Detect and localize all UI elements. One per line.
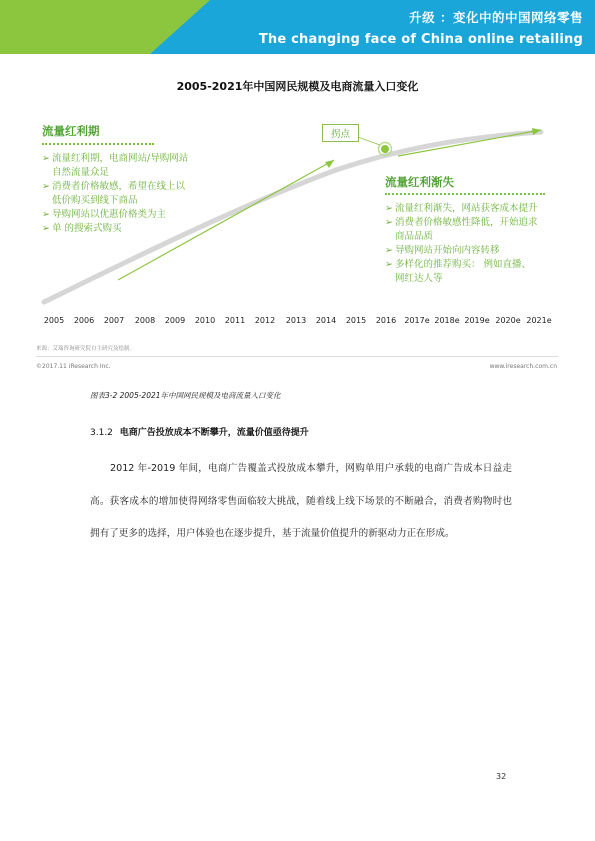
year-label: 2009 xyxy=(164,316,186,325)
year-label: 2017e xyxy=(404,316,430,325)
inflection-point xyxy=(381,145,389,153)
list-item: ➢ 消费者价格敏感，希望在线上以 xyxy=(42,181,186,192)
inflection-label: 拐点 xyxy=(322,124,359,142)
website-link[interactable]: www.iresearch.com.cn xyxy=(489,363,557,370)
year-label: 2011 xyxy=(224,316,246,325)
right-heading-underline xyxy=(385,193,545,195)
header-banner xyxy=(0,0,595,54)
section-number: 3.1.2 xyxy=(90,428,113,438)
list-item: ➢ 流量红利期，电商网站/导购网站 xyxy=(42,153,189,164)
section-heading xyxy=(90,425,309,438)
year-axis xyxy=(36,316,564,328)
list-item: ➢ 导购网站以优惠价格类为主 xyxy=(42,209,167,220)
year-label: 2007 xyxy=(103,316,125,325)
list-item: ➢ 流量红利渐失，网站获客成本提升 xyxy=(385,203,538,214)
figure-footer-divider xyxy=(36,356,558,357)
year-label: 2006 xyxy=(73,316,95,325)
year-label: 2020e xyxy=(495,316,521,325)
figure-title: 2005-2021年中国网民规模及电商流量入口变化 xyxy=(176,80,419,93)
figure-caption: 图表3-2 2005-2021年中国网民规模及电商流量入口变化 xyxy=(90,391,281,400)
left-heading-underline xyxy=(42,143,154,145)
left-section-heading: 流量红利期 xyxy=(42,124,100,138)
year-label: 2015 xyxy=(345,316,367,325)
list-item: 网红达人等 xyxy=(395,273,443,284)
year-label: 2021e xyxy=(526,316,552,325)
source-note: 来源：艾瑞咨询研究院自主研究及绘制。 xyxy=(36,346,136,352)
list-item: 低价购买到线下商品 xyxy=(52,195,138,206)
list-item: 商品品质 xyxy=(395,231,434,242)
body-paragraph: 2012 年-2019 年间，电商广告覆盖式投放成本攀升，网购单用户承载的电商广告成本日益走高。获客成本的增加使得网络零售面临较大挑战，随着线上线下场景的不断融合，消费者购物时也拥有了更多的选择，用户体验也在逐步提升，基于流量价值提升的新驱动力正在形成。 xyxy=(90,463,512,539)
year-label: 2014 xyxy=(315,316,337,325)
right-arrow xyxy=(398,130,541,156)
year-label: 2005 xyxy=(43,316,65,325)
list-item: 自然流量众足 xyxy=(52,167,110,178)
year-label: 2012 xyxy=(254,316,276,325)
header-title-en: The changing face of China online retailing xyxy=(258,32,583,47)
page-number: 32 xyxy=(496,772,507,781)
list-item: ➢ 多样化的推荐购买： 例如直播、 xyxy=(385,259,532,270)
year-label: 2008 xyxy=(134,316,156,325)
left-bullet-list xyxy=(42,152,188,236)
copyright-text: ©2017.11 iResearch Inc. xyxy=(36,363,111,370)
year-label: 2019e xyxy=(464,316,490,325)
year-label: 2018e xyxy=(434,316,460,325)
year-label: 2016 xyxy=(375,316,397,325)
header-title-cn: 升级 ：变化中的中国网络零售 xyxy=(409,10,583,25)
right-section-heading: 流量红利渐失 xyxy=(385,175,454,189)
list-item: ➢ 单 的搜索式购买 xyxy=(42,223,122,234)
list-item: ➢ 导购网站开始向内容转移 xyxy=(385,245,500,256)
section-title: 电商广告投放成本不断攀升，流量价值亟待提升 xyxy=(119,428,309,438)
right-bullet-list xyxy=(385,202,538,286)
year-label: 2013 xyxy=(285,316,307,325)
infographic xyxy=(36,112,564,337)
list-item: ➢ 消费者价格敏感性降低，开始追求 xyxy=(385,217,538,228)
year-label: 2010 xyxy=(194,316,216,325)
